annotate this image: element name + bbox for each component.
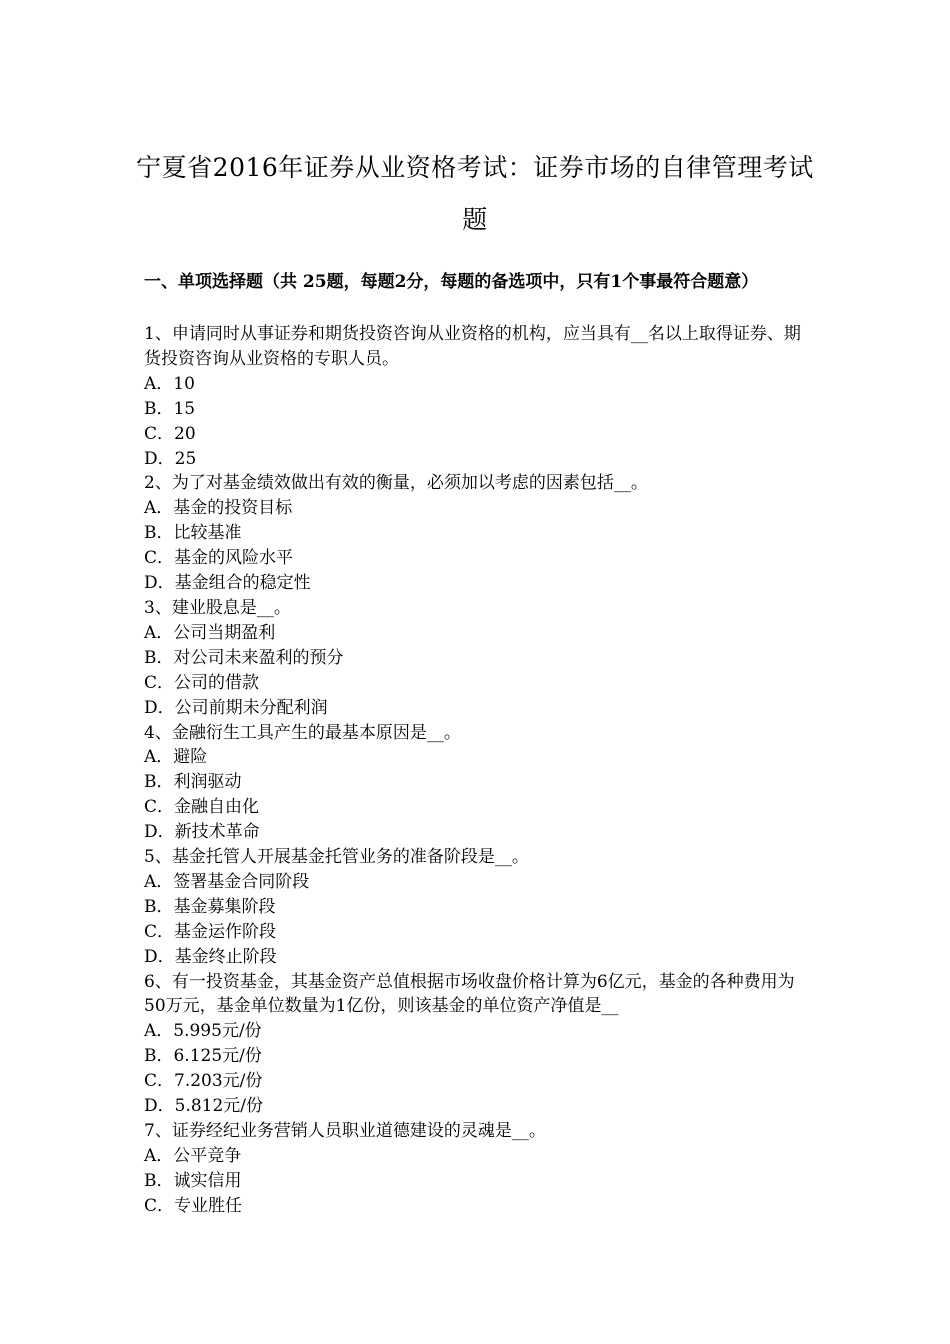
answer-option: C．基金的风险水平 bbox=[144, 548, 294, 569]
question-list bbox=[144, 322, 814, 1219]
answer-option: D．25 bbox=[144, 448, 197, 469]
question-stem: 3、建业股息是__。 bbox=[144, 597, 291, 618]
answer-option: B．基金募集阶段 bbox=[144, 896, 276, 917]
section-heading: 一、单项选择题（共 25题，每题2分，每题的备选项中，只有1个事最符合题意） bbox=[144, 272, 759, 292]
document-title: 宁夏省2016年证券从业资格考试：证券市场的自律管理考试题 bbox=[136, 153, 814, 234]
answer-option: B．对公司未来盈利的预分 bbox=[144, 647, 344, 668]
answer-option: A．公司当期盈利 bbox=[144, 622, 276, 643]
answer-option: C．专业胜任 bbox=[144, 1195, 243, 1216]
answer-option: A．基金的投资目标 bbox=[144, 498, 293, 519]
answer-option: C．金融自由化 bbox=[144, 797, 260, 818]
answer-option: D．公司前期未分配利润 bbox=[144, 697, 328, 718]
answer-option: A．10 bbox=[144, 373, 195, 394]
answer-option: B．15 bbox=[144, 398, 196, 419]
answer-option: B．比较基准 bbox=[144, 523, 242, 544]
question-stem: 4、金融衍生工具产生的最基本原因是__。 bbox=[144, 722, 461, 743]
answer-option: B．诚实信用 bbox=[144, 1170, 242, 1191]
answer-option: A．签署基金合同阶段 bbox=[144, 871, 310, 892]
question-stem: 7、证券经纪业务营销人员职业道德建设的灵魂是__。 bbox=[144, 1121, 546, 1141]
answer-option: A．公平竞争 bbox=[144, 1145, 242, 1166]
answer-option: C．7.203元/份 bbox=[144, 1071, 263, 1092]
answer-option: D．基金组合的稳定性 bbox=[144, 573, 311, 594]
answer-option: B．利润驱动 bbox=[144, 772, 242, 793]
question-stem: 1、申请同时从事证券和期货投资咨询从业资格的机构，应当具有__名以上取得证券、期货投资咨询从业资格的专职人员。 bbox=[144, 324, 801, 369]
answer-option: A．避险 bbox=[144, 747, 208, 768]
answer-option: D．基金终止阶段 bbox=[144, 946, 277, 967]
answer-option: C．20 bbox=[144, 423, 196, 444]
question-stem: 5、基金托管人开展基金托管业务的准备阶段是__。 bbox=[144, 847, 529, 868]
answer-option: A．5.995元/份 bbox=[144, 1021, 262, 1042]
question-stem: 2、为了对基金绩效做出有效的衡量，必须加以考虑的因素包括__。 bbox=[144, 473, 648, 494]
answer-option: C．基金运作阶段 bbox=[144, 921, 277, 942]
answer-option: B．6.125元/份 bbox=[144, 1046, 262, 1067]
answer-option: D．5.812元/份 bbox=[144, 1096, 264, 1117]
answer-option: D．新技术革命 bbox=[144, 822, 260, 843]
question-stem: 6、有一投资基金，其基金资产总值根据市场收盘价格计算为6亿元，基金的各种费用为50万元，基金单位数量为1亿份，则该基金的单位资产净值是__ bbox=[144, 971, 795, 1017]
answer-option: C．公司的借款 bbox=[144, 672, 260, 693]
